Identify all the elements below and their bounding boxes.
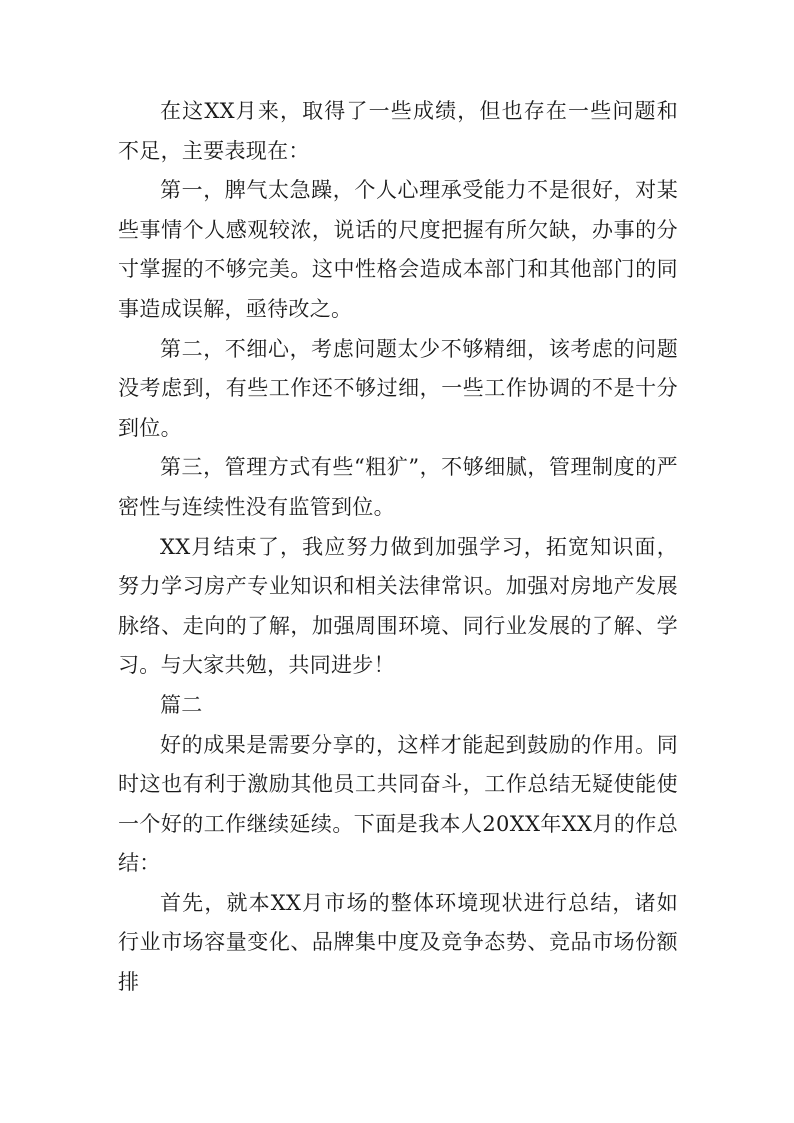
paragraph-market-summary: 首先，就本XX月市场的整体环境现状进行总结，诸如行业市场容量变化、品牌集中度及竞争态势、竞品市场份额排 (118, 890, 678, 995)
paragraph-conclusion: XX月结束了，我应努力做到加强学习，拓宽知识面，努力学习房产专业知识和相关法律常识。加强对房地产发展脉络、走向的了解，加强周围环境、同行业发展的了解、学习。与大家共勉，共同进步！ (118, 534, 678, 678)
document-body (118, 92, 678, 1003)
paragraph-point-three: 第三，管理方式有些“粗犷”，不够细腻，管理制度的严密性与连续性没有监管到位。 (118, 455, 678, 519)
paragraph-section-two-intro: 好的成果是需要分享的，这样才能起到鼓励的作用。同时这也有利于激励其他员工共同奋斗，工作总结无疑使能使一个好的工作继续延续。下面是我本人20XX年XX月的作总结： (118, 732, 678, 876)
section-heading: 篇二 (160, 692, 203, 717)
paragraph-intro: 在这XX月来，取得了一些成绩，但也存在一些问题和不足，主要表现在： (118, 99, 678, 163)
paragraph-point-two: 第二，不细心，考虑问题太少不够精细，该考虑的问题没考虑到，有些工作还不够过细，一些工作协调的不是十分到位。 (118, 336, 678, 440)
paragraph-point-one: 第一，脾气太急躁，个人心理承受能力不是很好，对某些事情个人感观较浓，说话的尺度把握有所欠缺，办事的分寸掌握的不够完美。这中性格会造成本部门和其他部门的同事造成误解，亟待改之。 (118, 178, 678, 321)
